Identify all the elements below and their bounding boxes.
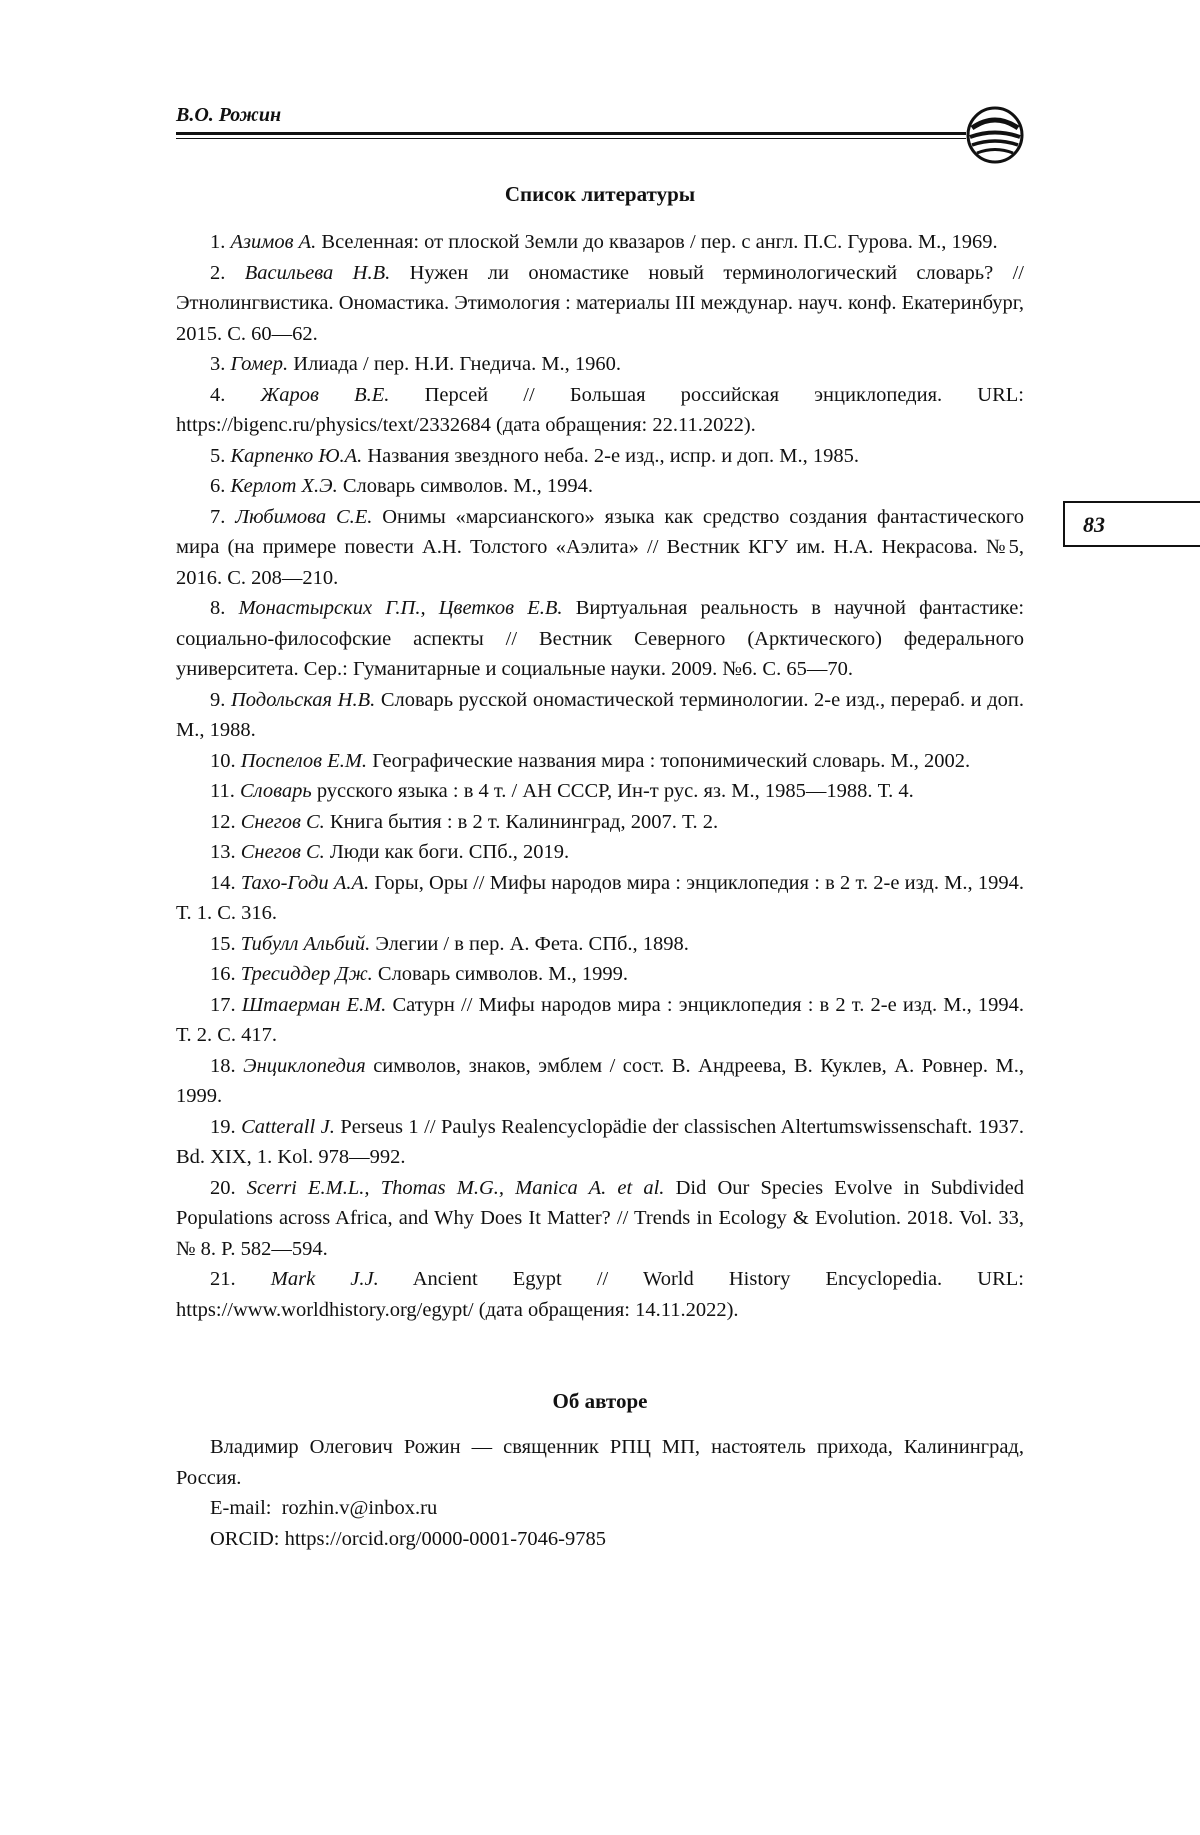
reference-item — [176, 959, 1024, 990]
author-orcid — [176, 1524, 1024, 1555]
reference-author: Catterall J. — [241, 1115, 335, 1138]
references-title: Список литературы — [504, 182, 696, 206]
reference-number: 3. — [210, 353, 226, 375]
reference-number: 18. — [210, 1054, 236, 1077]
reference-number: 2. — [210, 261, 226, 284]
reference-author: Тресиддер Дж. — [240, 963, 373, 985]
page-number: 83 — [1063, 501, 1200, 547]
reference-list — [176, 227, 1024, 1325]
reference-item — [176, 1051, 1024, 1112]
reference-item — [176, 441, 1024, 472]
reference-number: 13. — [210, 841, 236, 863]
reference-author: Подольская Н.В. — [230, 688, 376, 711]
reference-author: Энциклопедия — [243, 1054, 366, 1077]
reference-item — [176, 471, 1024, 502]
reference-author: Словарь — [240, 780, 312, 802]
reference-text: символов, знаков, эмблем / сост. В. Андреева, В. Куклев, А. Ровнер. М., 1999. — [176, 1054, 1025, 1107]
reference-number: 4. — [210, 383, 226, 406]
reference-item — [176, 837, 1024, 868]
journal-logo-icon — [964, 104, 1026, 166]
reference-number: 1. — [210, 231, 226, 253]
reference-item — [176, 1112, 1024, 1173]
reference-author: Монастырских Г.П., Цветков Е.В. — [238, 597, 563, 619]
reference-number: 12. — [210, 810, 236, 833]
reference-text: Географические названия мира : топонимический словарь. М., 2002. — [367, 749, 971, 772]
reference-author: Азимов А. — [230, 231, 317, 253]
reference-text: Люди как боги. СПб., 2019. — [324, 841, 570, 863]
author-bio: Владимир Олегович Рожин — священник РПЦ МП, настоятель прихода, Калининград, Россия. — [176, 1436, 1024, 1489]
reference-number: 19. — [210, 1115, 236, 1138]
reference-text: русского языка : в 4 т. / АН СССР, Ин-т рус. яз. М., 1985—1988. Т. 4. — [311, 780, 914, 802]
reference-number: 14. — [210, 871, 236, 894]
reference-text: Словарь символов. М., 1999. — [372, 963, 628, 985]
reference-text: Ancient Egypt // World History Encyclopedia. URL: https://www.worldhistory.org/egypt/ (дата обращения: 14.11.2022). — [176, 1268, 1024, 1321]
reference-number: 16. — [210, 963, 236, 985]
reference-number: 17. — [210, 993, 236, 1016]
reference-item — [176, 990, 1024, 1051]
running-head-author: В.О. Рожин — [176, 104, 282, 126]
reference-text: Словарь русской ономастической терминологии. 2-е изд., перераб. и доп. М., 1988. — [176, 688, 1024, 741]
reference-text: Илиада / пер. Н.И. Гнедича. М., 1960. — [288, 353, 622, 375]
reference-author: Поспелов Е.М. — [240, 749, 368, 772]
reference-author: Керлот Х.Э. — [230, 475, 338, 497]
reference-number: 9. — [210, 688, 226, 711]
reference-number: 7. — [210, 505, 226, 528]
reference-item — [176, 593, 1024, 685]
reference-text: Названия звездного неба. 2-е изд., испр. и доп. М., 1985. — [362, 444, 859, 467]
reference-number: 8. — [210, 597, 226, 619]
reference-item — [176, 776, 1024, 807]
reference-author: Тибулл Альбий. — [240, 932, 371, 955]
reference-item — [176, 258, 1024, 350]
reference-item — [176, 807, 1024, 838]
reference-item — [176, 380, 1024, 441]
reference-item — [176, 746, 1024, 777]
orcid-link[interactable]: https://orcid.org/0000-0001-7046-9785 — [284, 1527, 606, 1550]
reference-number: 21. — [210, 1268, 236, 1290]
reference-text: Вселенная: от плоской Земли до квазаров / пер. с англ. П.С. Гурова. М., 1969. — [316, 231, 998, 253]
reference-text: Книга бытия : в 2 т. Калининград, 2007. Т. 2. — [324, 810, 719, 833]
reference-item — [176, 227, 1024, 258]
reference-author: Васильева Н.В. — [244, 261, 391, 284]
header-rule-thin — [176, 138, 966, 139]
reference-text: Онимы «марсианского» языка как средство создания фантастического мира (на примере повести А.Н. Толстого «Аэлита» // Вестник КГУ им. Н.А. Некрасова. №5, 2016. С. 208—210. — [176, 505, 1024, 589]
reference-author: Снегов С. — [240, 841, 325, 863]
reference-text: Горы, Оры // Мифы народов мира : энциклопедия : в 2 т. 2-е изд. М., 1994. Т. 1. С. 316. — [176, 871, 1024, 924]
reference-item — [176, 1173, 1024, 1265]
reference-author: Карпенко Ю.А. — [230, 444, 363, 467]
reference-author: Снегов С. — [240, 810, 325, 833]
reference-text: Нужен ли ономастике новый терминологический словарь? // Этнолингвистика. Ономастика. Этимология : материалы III междунар. науч. конф. Екатеринбург, 2015. С. 60—62. — [176, 261, 1024, 345]
reference-text: Виртуальная реальность в научной фантастике: социально-философские аспекты // Вестник Северного (Арктического) федерального университета. Сер.: Гуманитарные и социальные науки. 2009. №6. С. 65—70. — [176, 597, 1025, 680]
orcid-label: ORCID: — [210, 1527, 280, 1550]
reference-text: Сатурн // Мифы народов мира : энциклопедия : в 2 т. 2-е изд. М., 1994. Т. 2. С. 417. — [176, 993, 1024, 1046]
reference-item — [176, 502, 1024, 594]
reference-number: 15. — [210, 932, 236, 955]
reference-author: Штаерман Е.М. — [241, 993, 387, 1016]
reference-author: Жаров В.Е. — [260, 383, 390, 406]
reference-item — [176, 1264, 1024, 1325]
reference-item — [176, 685, 1024, 746]
reference-item — [176, 868, 1024, 929]
header-rule — [176, 132, 966, 135]
email-label: E-mail: — [210, 1497, 272, 1519]
reference-author: Mark J.J. — [270, 1268, 379, 1290]
reference-author: Любимова С.Е. — [235, 505, 373, 528]
reference-number: 5. — [210, 444, 226, 467]
about-title: Об авторе — [552, 1389, 648, 1413]
reference-author: Scerri E.M.L., Thomas M.G., Manica A. et al. — [246, 1176, 665, 1199]
email-link[interactable]: rozhin.v@inbox.ru — [281, 1497, 438, 1519]
reference-number: 10. — [210, 749, 236, 772]
main-content — [176, 182, 1024, 1554]
reference-number: 11. — [210, 780, 235, 802]
reference-text: Персей // Большая российская энциклопедия. URL: https://bigenc.ru/physics/text/2332684 (дата обращения: 22.11.2022). — [176, 383, 1024, 436]
author-email — [176, 1493, 1024, 1524]
reference-number: 6. — [210, 475, 226, 497]
reference-text: Perseus 1 // Paulys Realencyclopädie der classischen Altertumswissenschaft. 1937. Bd. XIX, 1. Kol. 978—992. — [176, 1115, 1025, 1168]
reference-text: Did Our Species Evolve in Subdivided Populations across Africa, and Why Does It Matter? // Trends in Ecology & Evolution. 2018. Vol. 33, № 8. P. 582—594. — [176, 1176, 1025, 1260]
about-author — [176, 1432, 1024, 1554]
reference-author: Гомер. — [230, 353, 289, 375]
reference-text: Словарь символов. М., 1994. — [337, 475, 593, 497]
reference-item — [176, 349, 1024, 380]
reference-author: Тахо-Годи А.А. — [240, 871, 370, 894]
reference-item — [176, 929, 1024, 960]
reference-text: Элегии / в пер. А. Фета. СПб., 1898. — [370, 932, 689, 955]
reference-number: 20. — [210, 1176, 236, 1199]
